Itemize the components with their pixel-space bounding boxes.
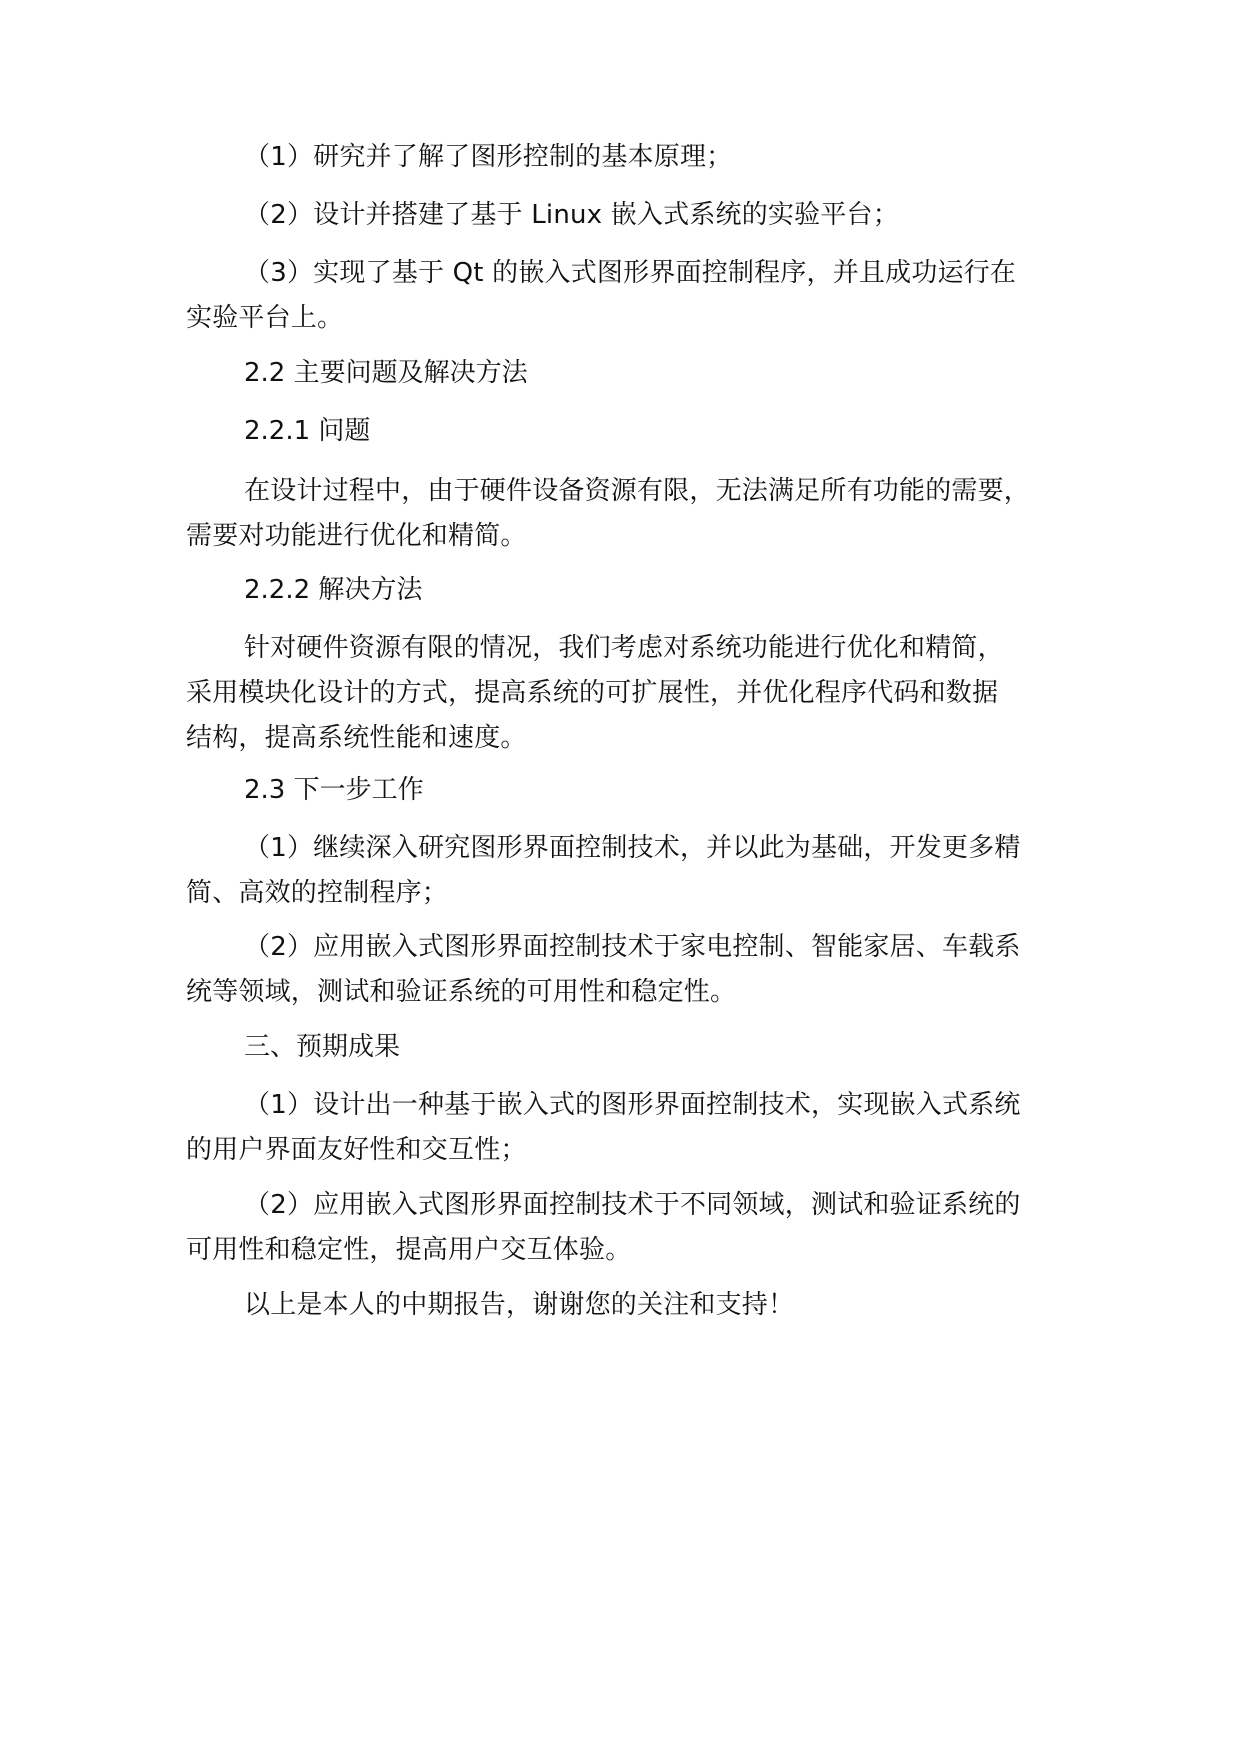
section-heading-2-2	[186, 351, 1076, 396]
text-line: 实验平台上。	[186, 303, 344, 333]
section-heading-3	[186, 1025, 1076, 1070]
text-line: （2）应用嵌入式图形界面控制技术于家电控制、智能家居、车载系	[244, 932, 1021, 962]
text-line: 采用模块化设计的方式，提高系统的可扩展性，并优化程序代码和数据	[186, 678, 999, 708]
heading-text: 2.2.1 问题	[244, 416, 371, 446]
subsection-heading-2-2-2	[186, 568, 1076, 613]
result-item-2	[186, 193, 1076, 238]
text-line: 以上是本人的中期报告，谢谢您的关注和支持！	[244, 1290, 795, 1320]
text-line: （3）实现了基于 Qt 的嵌入式图形界面控制程序，并且成功运行在	[244, 258, 1017, 288]
text-line: 结构，提高系统性能和速度。	[186, 723, 527, 753]
text-line: （1）设计出一种基于嵌入式的图形界面控制技术，实现嵌入式系统	[244, 1090, 1021, 1120]
text-line: 针对硬件资源有限的情况，我们考虑对系统功能进行优化和精简，	[244, 633, 1004, 663]
text-line: 可用性和稳定性，提高用户交互体验。	[186, 1235, 632, 1265]
expected-result-item-1	[186, 1083, 1076, 1173]
heading-text: 2.3 下一步工作	[244, 775, 424, 805]
text-line: （1）研究并了解了图形控制的基本原理；	[244, 142, 733, 172]
closing-paragraph	[186, 1283, 1076, 1328]
text-line: （1）继续深入研究图形界面控制技术，并以此为基础，开发更多精	[244, 833, 1021, 863]
text-line: 统等领域，测试和验证系统的可用性和稳定性。	[186, 977, 737, 1007]
text-line: 的用户界面友好性和交互性；	[186, 1135, 527, 1165]
text-line: 简、高效的控制程序；	[186, 878, 449, 908]
heading-text: 2.2 主要问题及解决方法	[244, 358, 528, 388]
heading-text: 2.2.2 解决方法	[244, 575, 423, 605]
text-line: 在设计过程中，由于硬件设备资源有限，无法满足所有功能的需要，	[244, 476, 1031, 506]
result-item-1	[186, 135, 1076, 180]
subsection-heading-2-2-1	[186, 409, 1076, 454]
next-work-item-2	[186, 925, 1076, 1015]
expected-result-item-2	[186, 1183, 1076, 1273]
section-heading-2-3	[186, 768, 1076, 813]
heading-text: 三、预期成果	[244, 1032, 401, 1062]
text-line: （2）设计并搭建了基于 Linux 嵌入式系统的实验平台；	[244, 200, 899, 230]
next-work-item-1	[186, 826, 1076, 916]
problem-paragraph	[186, 469, 1076, 559]
solution-paragraph	[186, 626, 1076, 761]
result-item-3	[186, 251, 1076, 341]
text-line: （2）应用嵌入式图形界面控制技术于不同领域，测试和验证系统的	[244, 1190, 1021, 1220]
text-line: 需要对功能进行优化和精简。	[186, 521, 527, 551]
